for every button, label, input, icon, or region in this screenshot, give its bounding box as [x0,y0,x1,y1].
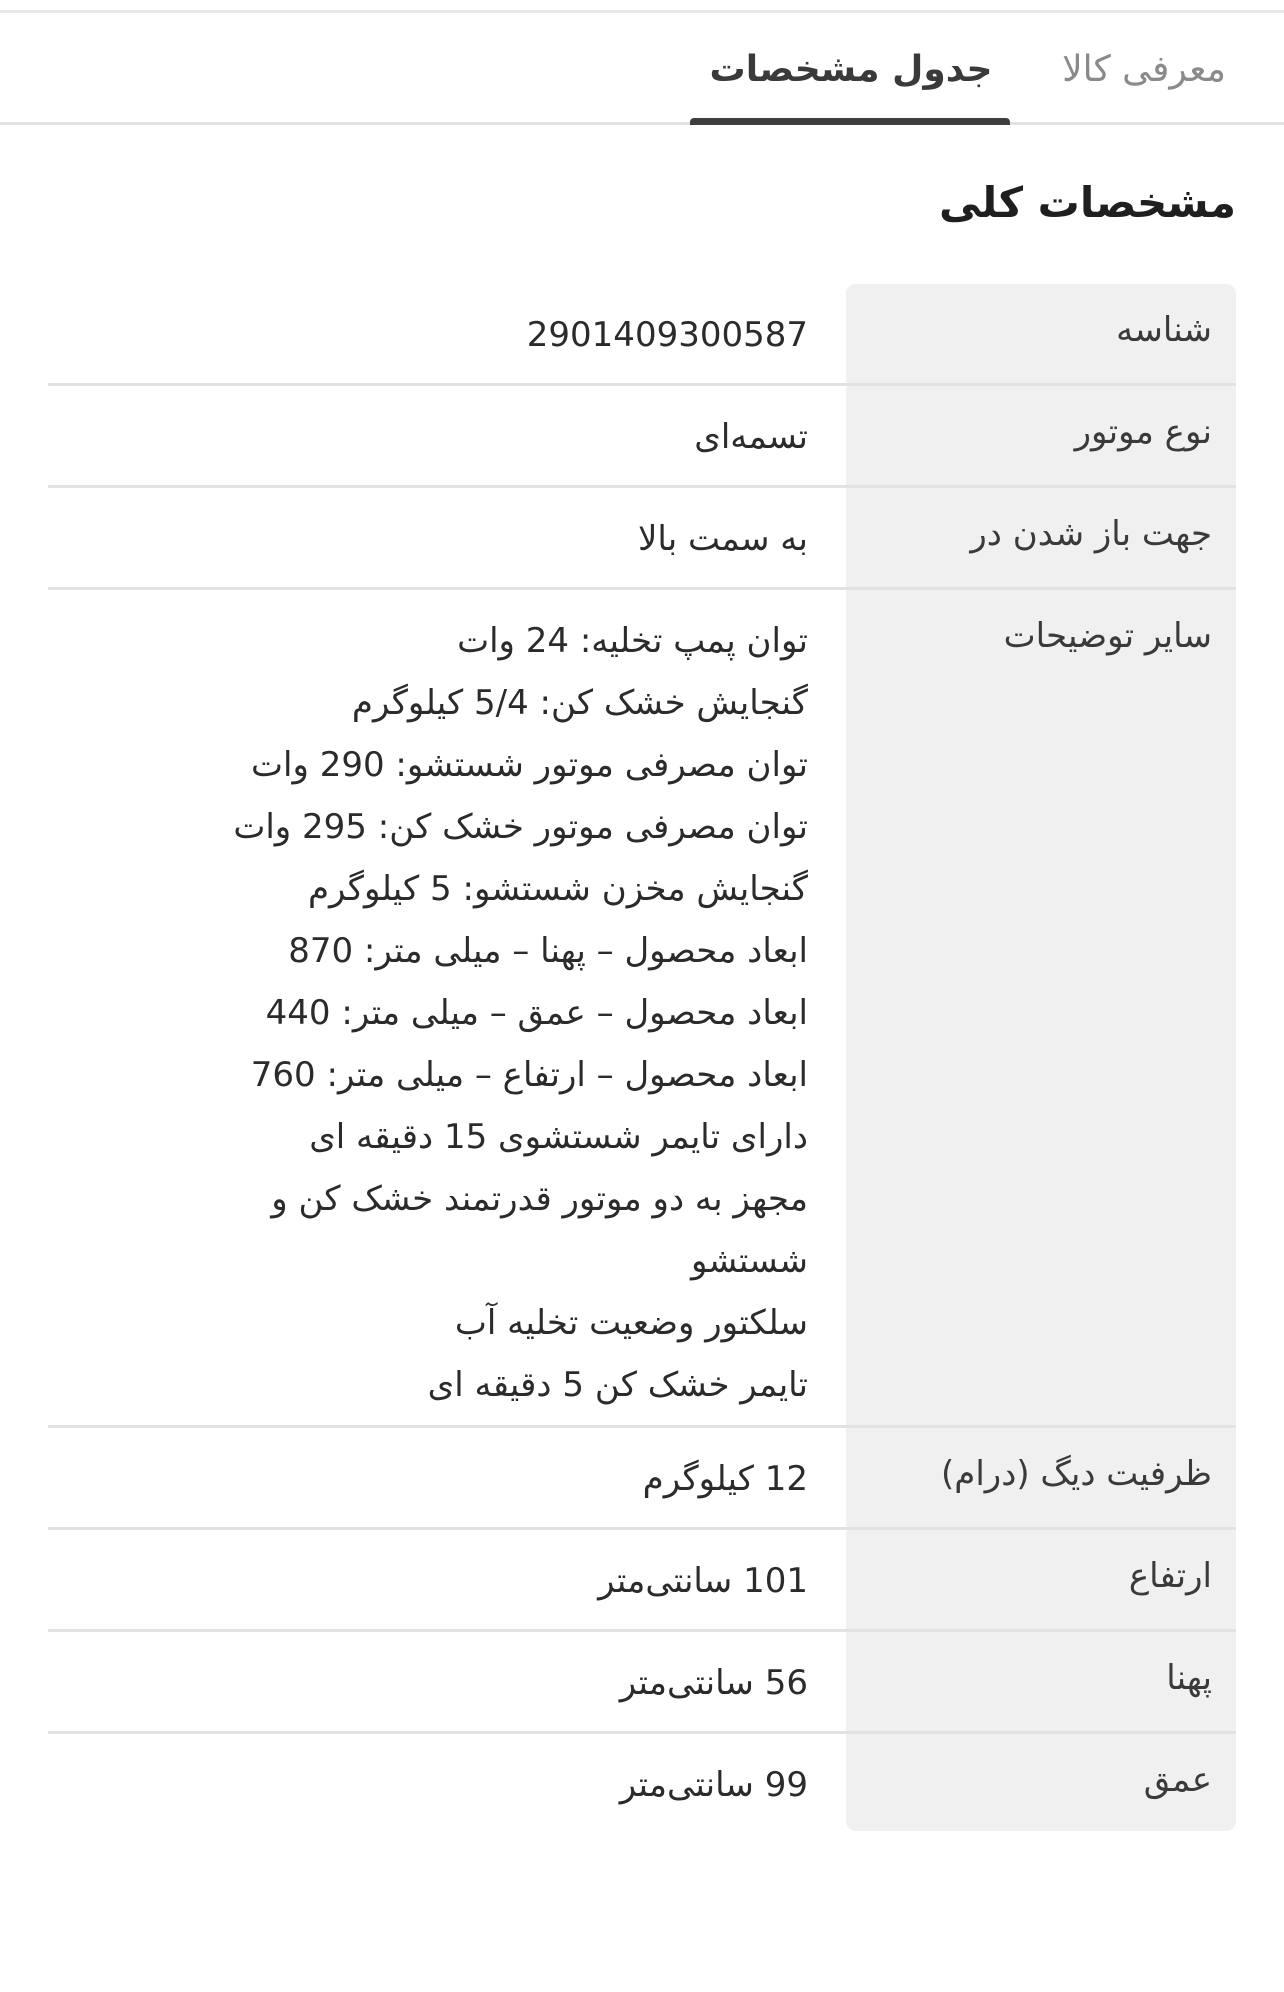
spec-value-line: توان پمپ تخلیه: 24 وات [457,621,808,661]
spec-value: 99 سانتی‌متر [619,1765,808,1805]
spec-label: عمق [1143,1760,1212,1800]
spec-label: ظرفیت دیگ (درام) [941,1454,1212,1494]
spec-value-line: توان مصرفی موتور خشک کن: 295 وات [233,807,808,847]
spec-label: سایر توضیحات [1003,616,1212,656]
spec-label: ارتفاع [1128,1556,1212,1596]
spec-value-line: گنجایش خشک کن: 5/4 کیلوگرم [351,683,808,723]
spec-value-line: ابعاد محصول – پهنا – میلی متر: 870 [288,931,808,971]
spec-value: به سمت بالا [637,519,808,559]
spec-label: نوع موتور [1074,412,1212,452]
tab-product-intro-label: معرفی کالا [1062,48,1226,90]
spec-value-line: توان مصرفی موتور شستشو: 290 وات [251,745,808,785]
spec-row-depth [48,1734,1236,1833]
spec-row-drum-capacity [48,1428,1236,1530]
active-tab-indicator [690,118,1010,125]
spec-row-motor-type [48,386,1236,488]
spec-value: 56 سانتی‌متر [619,1663,808,1703]
tab-bar [0,13,1284,125]
spec-value-line: ابعاد محصول – عمق – میلی متر: 440 [265,993,808,1033]
spec-value-line: شستشو [691,1241,808,1281]
spec-value: 101 سانتی‌متر [598,1561,808,1601]
spec-row-height [48,1530,1236,1632]
spec-value-multiline [48,590,846,1425]
spec-label: شناسه [1116,310,1212,350]
spec-row-id [48,284,1236,386]
section-title: مشخصات کلی [938,178,1236,227]
tab-product-intro[interactable] [1012,13,1276,125]
spec-value-line: ابعاد محصول – ارتفاع – میلی متر: 760 [250,1055,808,1095]
spec-value-line: تایمر خشک کن 5 دقیقه ای [427,1365,808,1405]
spec-value-line: مجهز به دو موتور قدرتمند خشک کن و [271,1179,808,1219]
tab-specifications-label: جدول مشخصات [709,48,993,90]
tab-specifications[interactable] [690,13,1012,125]
spec-row-other-details [48,590,1236,1428]
spec-value: تسمه‌ای [694,417,808,457]
spec-value-line: گنجایش مخزن شستشو: 5 کیلوگرم [307,869,808,909]
spec-label: پهنا [1166,1658,1212,1698]
spec-value-line: سلکتور وضعیت تخلیه آب [454,1303,808,1343]
spec-label: جهت باز شدن در [970,514,1212,554]
spec-value: 2901409300587 [526,315,808,355]
spec-value-line: دارای تایمر شستشوی 15 دقیقه ای [309,1117,808,1157]
spec-value: 12 کیلوگرم [642,1459,808,1499]
spec-row-width [48,1632,1236,1734]
spec-row-door-direction [48,488,1236,590]
spec-table [48,284,1236,1833]
